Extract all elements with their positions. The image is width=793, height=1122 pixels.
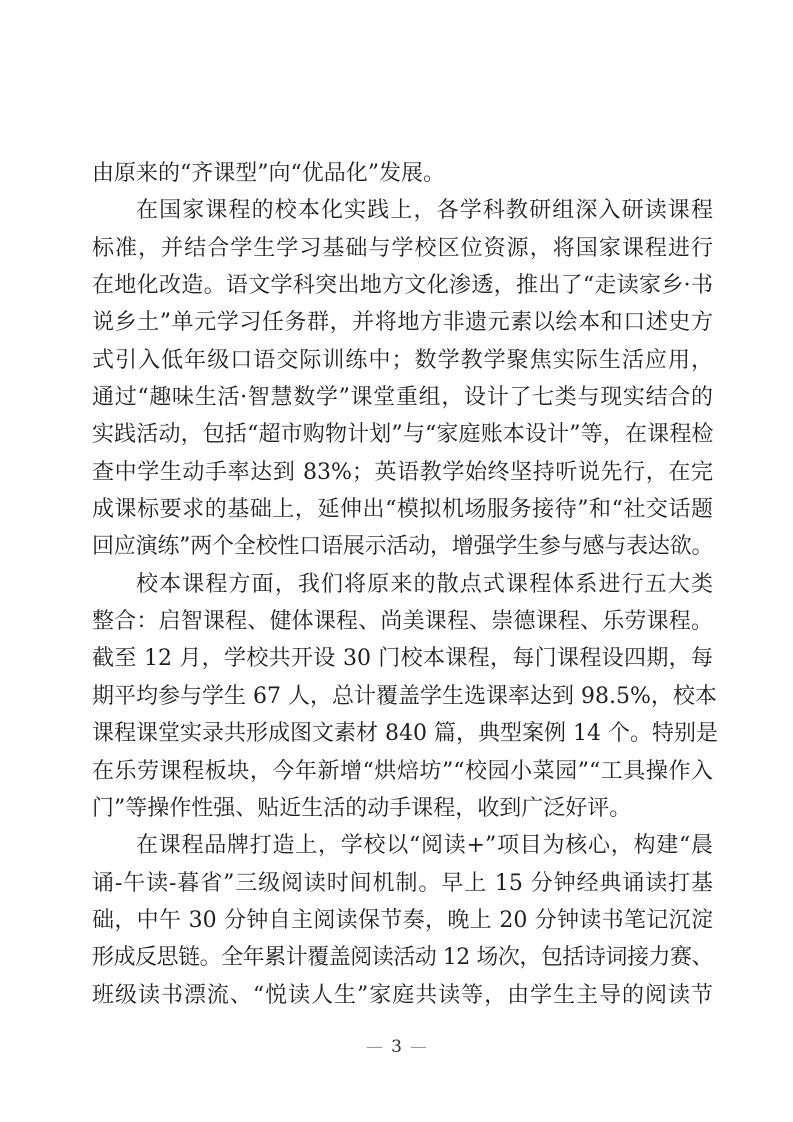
text-line: 说乡土”单元学习任务群，并将地方非遗元素以绘本和口述史方 [92,310,713,336]
footer-dash-right: — [409,1037,427,1057]
text-line: 础，中午 30 分钟自主阅读保节奏，晚上 20 分钟读书笔记沉淀 [92,907,713,933]
text-line: 成课标要求的基础上，延伸出“模拟机场服务接待”和“社交话题 [92,497,713,523]
text-line: 式引入低年级口语交际训练中；数学教学聚焦实际生活应用， [92,347,713,373]
text-line: 诵-午读-暮省”三级阅读时间机制。早上 15 分钟经典诵读打基 [92,870,713,896]
footer-dash-left: — [366,1037,384,1057]
document-body [92,155,718,1014]
text-line: 标准，并结合学生学习基础与学校区位资源，将国家课程进行 [92,235,713,261]
text-line: 班级读书漂流、“悦读人生”家庭共读等，由学生主导的阅读节 [92,982,713,1008]
page-footer [0,1036,793,1058]
text-line: 截至 12 月，学校共开设 30 门校本课程，每门课程设四期，每 [92,646,713,672]
text-line: 回应演练”两个全校性口语展示活动，增强学生参与感与表达欲。 [92,534,713,560]
text-line: 形成反思链。全年累计覆盖阅读活动 12 场次，包括诗词接力赛、 [92,945,713,971]
text-line: 整合：启智课程、健体课程、尚美课程、崇德课程、乐劳课程。 [92,609,713,635]
text-line: 在国家课程的校本化实践上，各学科教研组深入研读课程 [136,198,713,224]
text-line: 校本课程方面，我们将原来的散点式课程体系进行五大类 [136,571,713,597]
text-line: 由原来的“齐课型”向“优品化”发展。 [92,161,445,186]
text-line: 查中学生动手率达到 83%；英语教学始终坚持听说先行，在完 [92,459,713,485]
text-line: 门”等操作性强、贴近生活的动手课程，收到广泛好评。 [92,795,632,821]
text-line: 课程课堂实录共形成图文素材 840 篇，典型案例 14 个。特别是 [92,721,718,747]
text-line: 在地化改造。语文学科突出地方文化渗透，推出了“走读家乡·书 [92,273,713,299]
text-line: 期平均参与学生 67 人，总计覆盖学生选课率达到 98.5%，校本 [92,683,717,709]
text-line: 在课程品牌打造上，学校以“阅读+”项目为核心，构建“晨 [136,833,713,859]
text-line: 在乐劳课程板块，今年新增“烘焙坊”“校园小菜园”“工具操作入 [92,758,713,784]
page-number: 3 [391,1037,402,1057]
text-line: 实践活动，包括“超市购物计划”与“家庭账本设计”等，在课程检 [92,422,713,448]
text-line: 通过“趣味生活·智慧数学”课堂重组，设计了七类与现实结合的 [92,385,713,411]
